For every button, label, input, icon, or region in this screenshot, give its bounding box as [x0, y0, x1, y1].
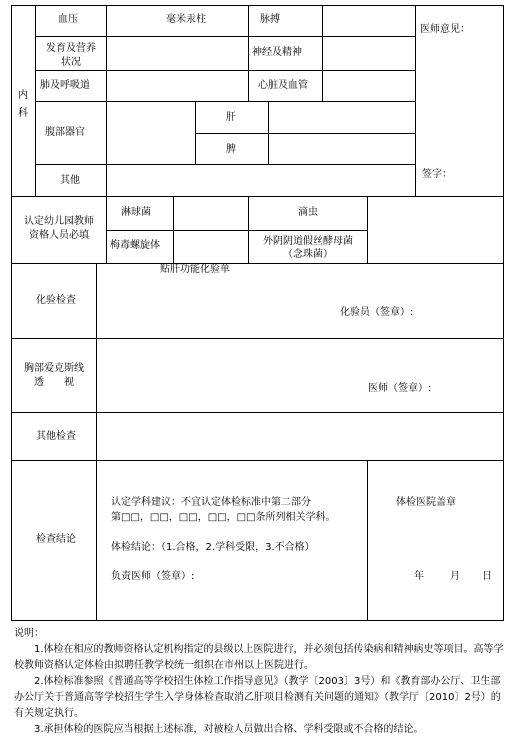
note-3: 3.承担体检的医院应当根据上述标准，对被检人员做出合格、学科受限或不合格的结论。 [34, 724, 424, 735]
note-2: 2.体检标准参照《普通高等学校招生体检工作指导意见》（教学〔2003〕3号）和《教育部办公厅、卫生部办公厅关于普通高等学校招生学生入学身体检查取消乙肝项目检测有关问题的通知》（教学厅〔2010〕2号）的有关规定执行。 [14, 676, 501, 719]
lab-signer-label: 化验员（签章）: [340, 307, 414, 318]
doctor-opinion-label: 医师意见： [420, 24, 470, 35]
growth-label: 发育及营养 状况 [46, 43, 96, 68]
other-exam-label: 其他检查 [36, 431, 76, 442]
lab-attach-note: 贴肝功能化验单 [160, 264, 230, 275]
date-day-label: 日 [482, 571, 492, 582]
date-year-label: 年 [414, 571, 424, 582]
syphilis-label: 梅毒螺旋体 [110, 240, 160, 251]
spleen-label: 脾 [226, 144, 236, 155]
gonococcus-label: 淋球菌 [121, 207, 151, 218]
pulse-label: 脉搏 [260, 14, 280, 25]
note-1: 1.体检在相应的教师资格认定机构指定的县级以上医院进行，并必须包括传染病和精神病史等项目。高等学校教师资格认定体检由拟聘任教学校统一组织在市州以上医院进行。 [14, 644, 504, 671]
xray-label: 胸部爱克斯线 透 视 [24, 363, 84, 388]
heart-label: 心脏及血管 [258, 80, 308, 91]
lab-exam-label: 化验检查 [36, 295, 76, 306]
kindergarten-label: 认定幼儿园教师 资格人员必填 [24, 216, 94, 241]
tinea-label: 滴虫 [298, 207, 318, 218]
exam-result: 体检结论：（1.合格，2.学科受限，3.不合格） [111, 542, 315, 553]
date-month-label: 月 [450, 571, 460, 582]
notes-section [14, 626, 508, 738]
blood-pressure-label: 血压 [58, 14, 78, 25]
internal-medicine-label: 内 科 [18, 90, 28, 119]
liver-label: 肝 [226, 112, 236, 123]
other-label: 其他 [60, 175, 80, 186]
candida-label: 外阴阴道假丝酵母菌 （念珠菌） [263, 236, 353, 260]
lungs-label: 肺及呼吸道 [40, 80, 90, 91]
conclusion-label: 检查结论 [36, 534, 76, 545]
neuro-label: 神经及精神 [252, 47, 302, 58]
subject-suggestion: 认定学科建议：不宜认定体检标准中第二部分 [111, 497, 311, 508]
notes-title: 说明： [14, 628, 44, 639]
blood-pressure-unit: 毫米汞柱 [166, 14, 206, 25]
hospital-seal-label: 体检医院盖章 [396, 497, 456, 508]
responsible-doctor-label: 负责医师（签章）: [111, 571, 195, 582]
abdomen-label: 腹部器官 [45, 127, 85, 138]
subject-items: 第□□，□□，□□，□□，□□条所列相关学科。 [111, 512, 336, 523]
signature-label: 签字： [422, 169, 452, 180]
xray-signer-label: 医师（签章）: [368, 383, 432, 394]
